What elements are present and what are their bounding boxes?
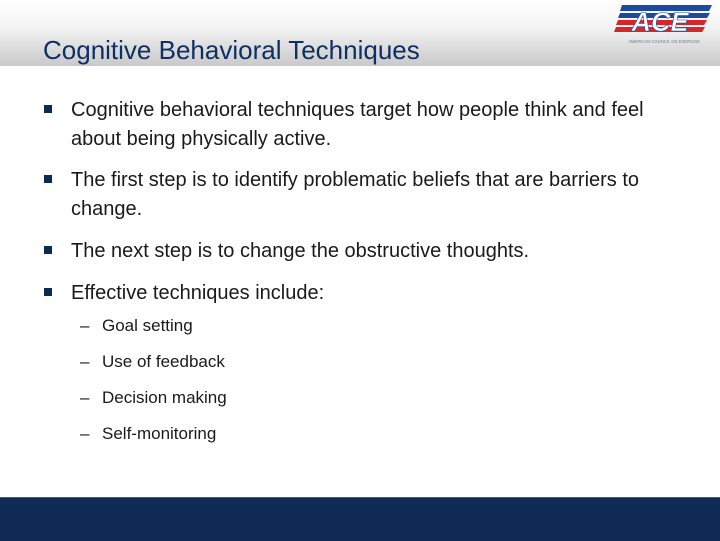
sub-bullet-text: Decision making [102,388,227,407]
bullet-item [44,279,684,308]
svg-text:ACE: ACE [631,7,689,37]
ace-logo-icon [612,5,712,47]
slide-title: Cognitive Behavioral Techniques [43,35,420,65]
svg-text:AMERICAN COUNCIL ON EXERCISE: AMERICAN COUNCIL ON EXERCISE [628,39,700,44]
sub-bullet-item [44,351,684,373]
dash-bullet-icon: – [80,388,90,407]
square-bullet-icon [44,246,52,254]
bullet-text: Cognitive behavioral techniques target how people think and feel about being physically active. [71,99,644,150]
sub-bullet-text: Goal setting [102,316,193,335]
sub-bullet-item [44,387,684,409]
slide-content [44,96,684,459]
slide-header [0,0,720,66]
square-bullet-icon [44,175,52,183]
bullet-item [44,96,684,154]
sub-bullet-item [44,315,684,337]
bullet-text: The next step is to change the obstructive thoughts. [71,240,530,262]
sub-bullet-text: Use of feedback [102,352,225,371]
square-bullet-icon [44,105,52,113]
dash-bullet-icon: – [80,424,90,443]
dash-bullet-icon: – [80,316,90,335]
sub-bullet-text: Self-monitoring [102,424,217,443]
bullet-text: Effective techniques include: [71,282,325,304]
dash-bullet-icon: – [80,352,90,371]
bullet-item [44,237,684,266]
square-bullet-icon [44,288,52,296]
slide-footer-bar [0,497,720,541]
bullet-text: The first step is to identify problematic beliefs that are barriers to change. [71,169,640,220]
sub-bullet-item [44,423,684,445]
bullet-item [44,166,684,224]
ace-logo [612,5,712,47]
